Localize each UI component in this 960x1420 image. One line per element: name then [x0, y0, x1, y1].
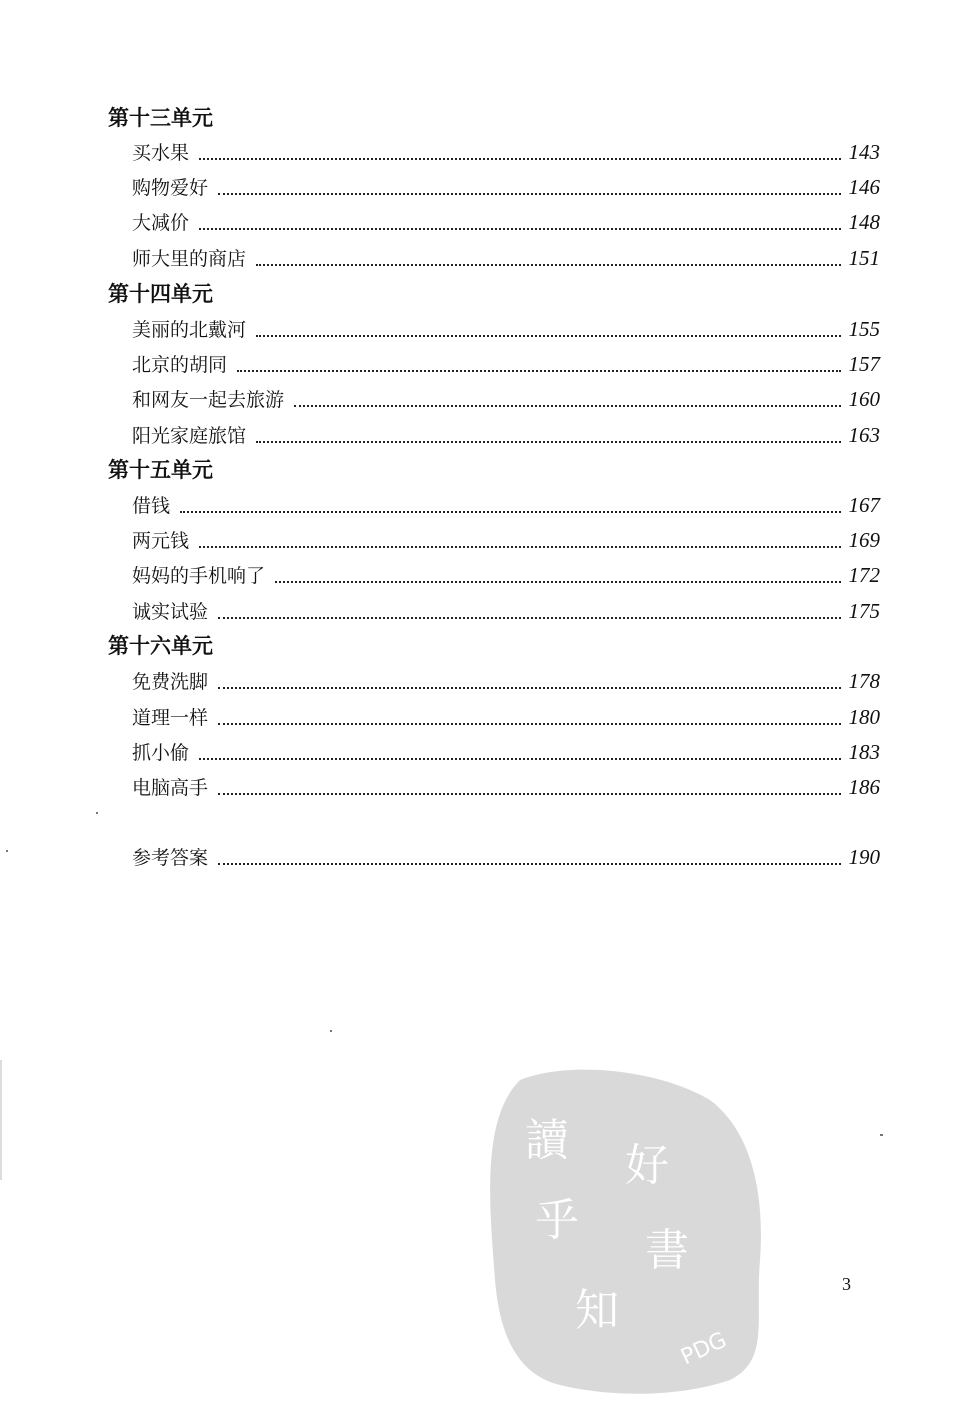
scan-speck [96, 812, 98, 814]
toc-entry[interactable] [132, 597, 880, 625]
dot-leader [199, 758, 840, 760]
toc-entry[interactable] [132, 385, 880, 413]
scan-speck [330, 1030, 332, 1032]
seal-char: 讀 [525, 1115, 569, 1166]
dot-leader [199, 158, 840, 160]
entry-title: 参考答案 [132, 847, 209, 869]
entry-page: 186 [848, 775, 880, 799]
seal-char: 好 [625, 1140, 669, 1191]
dot-leader [275, 581, 840, 583]
entry-title: 师大里的商店 [132, 248, 247, 270]
seal-char: 知 [575, 1285, 619, 1336]
dot-leader [180, 511, 840, 513]
toc-entry-appendix[interactable] [132, 843, 880, 871]
entry-page: 180 [848, 705, 880, 729]
entry-title: 两元钱 [132, 530, 190, 552]
scan-edge [0, 1060, 2, 1180]
entry-title: 道理一样 [132, 707, 209, 729]
scan-speck [6, 850, 8, 852]
dot-leader [237, 370, 840, 372]
entry-page: 155 [848, 317, 880, 341]
watermark-seal [480, 1060, 780, 1400]
toc-entry[interactable] [132, 173, 880, 201]
entry-title: 美丽的北戴河 [132, 319, 247, 341]
toc-entry[interactable] [132, 350, 880, 378]
toc-entry[interactable] [132, 138, 880, 166]
dot-leader [218, 723, 840, 725]
entry-page: 169 [848, 528, 880, 552]
page-number: 3 [842, 1274, 851, 1294]
dot-leader [199, 546, 840, 548]
dot-leader [218, 687, 840, 689]
entry-page: 143 [848, 140, 880, 164]
entry-page: 183 [848, 740, 880, 764]
entry-title: 阳光家庭旅馆 [132, 425, 247, 447]
toc-entry[interactable] [132, 667, 880, 695]
dot-leader [218, 617, 840, 619]
toc-entry[interactable] [132, 561, 880, 589]
unit-title: 第十四单元 [108, 282, 213, 306]
unit-title: 第十三单元 [108, 106, 213, 130]
entry-page: 167 [848, 493, 880, 517]
entry-title: 借钱 [132, 495, 171, 517]
toc-entry[interactable] [132, 773, 880, 801]
entry-title: 免费洗脚 [132, 671, 209, 693]
toc-entry[interactable] [132, 526, 880, 554]
entry-title: 电脑高手 [132, 777, 209, 799]
entry-page: 163 [848, 423, 880, 447]
dot-leader [218, 863, 840, 865]
entry-page: 160 [848, 387, 880, 411]
seal-label: PDG [677, 1327, 731, 1371]
unit-title: 第十五单元 [108, 458, 213, 482]
seal-char: 乎 [535, 1195, 579, 1246]
entry-page: 148 [848, 210, 880, 234]
toc-entry[interactable] [132, 421, 880, 449]
toc-entry[interactable] [132, 244, 880, 272]
entry-title: 诚实试验 [132, 601, 209, 623]
unit-title: 第十六单元 [108, 634, 213, 658]
toc-entry[interactable] [132, 738, 880, 766]
entry-page: 190 [848, 845, 880, 869]
entry-title: 北京的胡同 [132, 354, 228, 376]
entry-page: 175 [848, 599, 880, 623]
toc-entry[interactable] [132, 208, 880, 236]
entry-title: 大减价 [132, 212, 190, 234]
entry-page: 157 [848, 352, 880, 376]
dot-leader [199, 228, 840, 230]
toc-entry[interactable] [132, 491, 880, 519]
seal-char: 書 [645, 1225, 689, 1276]
entry-page: 178 [848, 669, 880, 693]
entry-page: 146 [848, 175, 880, 199]
dot-leader [256, 264, 840, 266]
dot-leader [294, 405, 840, 407]
dot-leader [256, 335, 840, 337]
dot-leader [218, 193, 840, 195]
toc-entry[interactable] [132, 315, 880, 343]
entry-page: 172 [848, 563, 880, 587]
scan-speck [880, 1134, 883, 1136]
dot-leader [256, 441, 840, 443]
entry-page: 151 [848, 246, 880, 270]
entry-title: 买水果 [132, 142, 190, 164]
entry-title: 抓小偷 [132, 742, 190, 764]
entry-title: 购物爱好 [132, 177, 209, 199]
entry-title: 妈妈的手机响了 [132, 565, 266, 587]
entry-title: 和网友一起去旅游 [132, 389, 285, 411]
toc-entry[interactable] [132, 703, 880, 731]
dot-leader [218, 793, 840, 795]
